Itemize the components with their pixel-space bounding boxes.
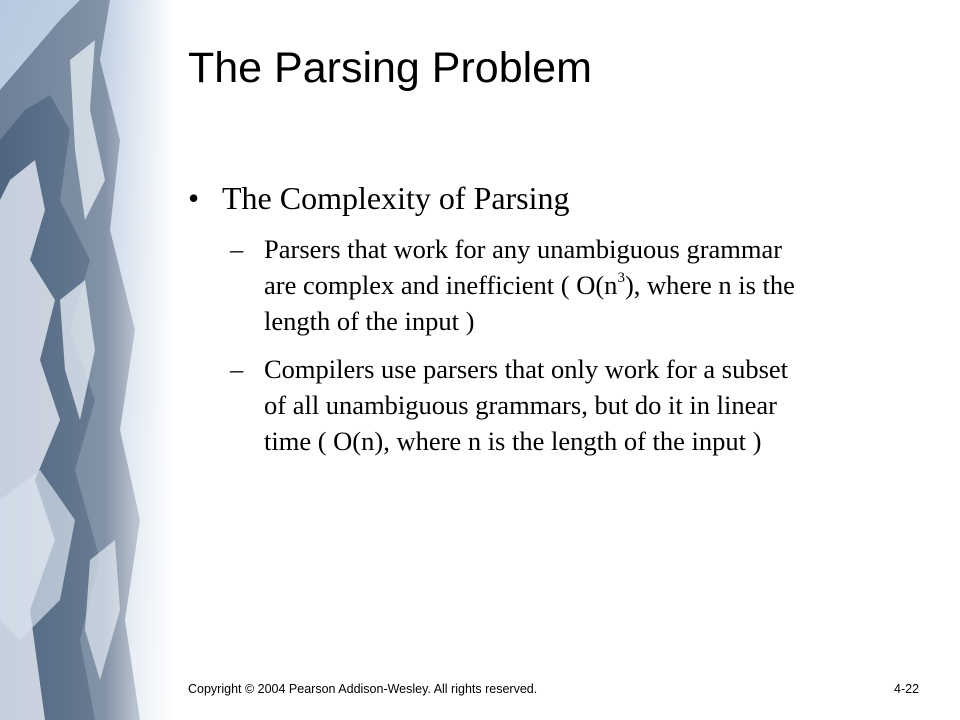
subpoint-line: Compilers use parsers that only work for a subset <box>264 354 789 384</box>
subpoint-line: of all unambiguous grammars, but do it in linear <box>264 390 777 420</box>
exponent: 3 <box>617 270 625 286</box>
subpoint-text <box>264 351 924 459</box>
subpoint-line-part: are complex and inefficient ( O(n <box>264 270 618 300</box>
bullet-text: The Complexity of Parsing <box>222 180 570 216</box>
subpoint-dash: – <box>230 354 244 384</box>
subpoint-line: length of the input ) <box>264 306 475 336</box>
subpoint-text <box>264 231 924 339</box>
footer-copyright: Copyright © 2004 Pearson Addison-Wesley. All rights reserved. <box>188 682 538 696</box>
subpoint-line: Parsers that work for any unambiguous grammar <box>264 234 783 264</box>
bullet-marker: • <box>188 180 200 216</box>
footer-page-number: 4-22 <box>894 682 920 696</box>
subpoint-line-part: ), where n is the <box>624 270 795 300</box>
slide-title: The Parsing Problem <box>188 44 592 92</box>
subpoint-dash: – <box>230 234 244 264</box>
mountain-side-photo <box>0 0 175 720</box>
subpoint-line-with-exponent <box>264 267 924 303</box>
subpoint-line: time ( O(n), where n is the length of the input ) <box>264 426 762 456</box>
